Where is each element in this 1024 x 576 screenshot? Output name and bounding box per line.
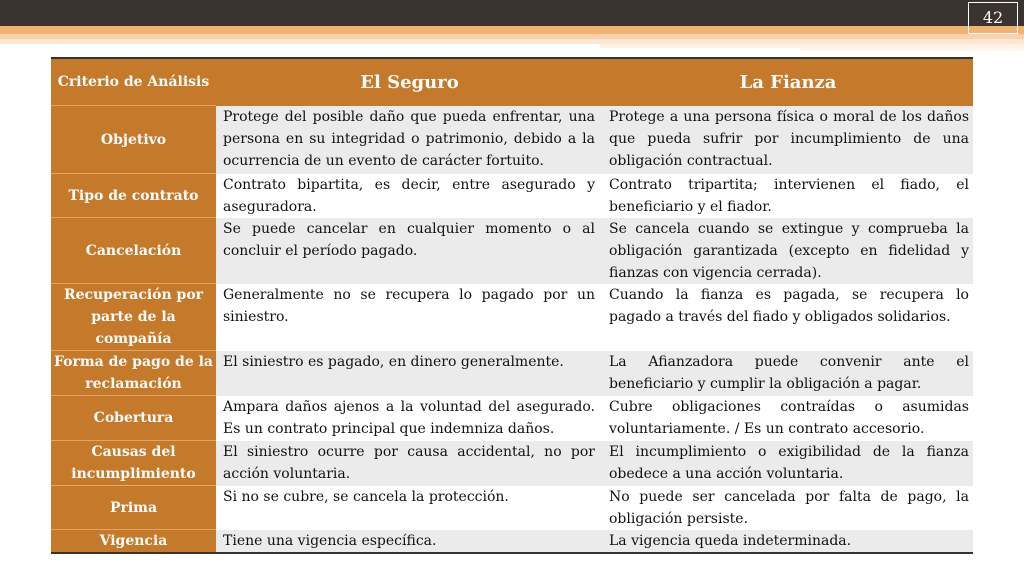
- header-fianza: La Fianza: [603, 58, 973, 106]
- fianza-cell: Cuando la fianza es pagada, se recupera lo pagado a través del fiado y obligados solidarios.: [603, 284, 973, 351]
- seguro-cell: Tiene una vigencia específica.: [216, 530, 603, 554]
- table-row: [51, 530, 973, 554]
- fianza-cell: La vigencia queda indeterminada.: [603, 530, 973, 554]
- seguro-cell: Contrato bipartita, es decir, entre asegurado y aseguradora.: [216, 174, 603, 218]
- row-criterion: Tipo de contrato: [51, 174, 216, 218]
- decorative-stripe: [800, 48, 1024, 51]
- page-number: 42: [968, 2, 1018, 34]
- fianza-cell: La Afianzadora puede convenir ante el beneficiario y cumplir la obligación a pagar.: [603, 351, 973, 396]
- row-criterion: Cancelación: [51, 218, 216, 284]
- seguro-cell: Si no se cubre, se cancela la protección.: [216, 486, 603, 530]
- fianza-cell: Cubre obligaciones contraídas o asumidas voluntariamente. / Es un contrato accesorio.: [603, 396, 973, 441]
- decorative-stripe: [0, 26, 1024, 34]
- seguro-cell: Generalmente no se recupera lo pagado por un siniestro.: [216, 284, 603, 351]
- header-seguro: El Seguro: [216, 58, 603, 106]
- seguro-cell: Ampara daños ajenos a la voluntad del asegurado. Es un contrato principal que indemniza daños.: [216, 396, 603, 441]
- table-row: [51, 284, 973, 351]
- table-row: [51, 486, 973, 530]
- row-criterion: Cobertura: [51, 396, 216, 441]
- row-criterion: Causas del incumplimiento: [51, 441, 216, 486]
- comparison-table: [51, 57, 973, 554]
- fianza-cell: No puede ser cancelada por falta de pago, la obligación persiste.: [603, 486, 973, 530]
- row-criterion: Forma de pago de la reclamación: [51, 351, 216, 396]
- fianza-cell: El incumplimiento o exigibilidad de la fianza obedece a una acción voluntaria.: [603, 441, 973, 486]
- table-row: [51, 218, 973, 284]
- top-banner: [0, 0, 1024, 26]
- seguro-cell: Se puede cancelar en cualquier momento o al concluir el período pagado.: [216, 218, 603, 284]
- row-criterion: Recuperación por parte de la compañía: [51, 284, 216, 351]
- seguro-cell: El siniestro es pagado, en dinero generalmente.: [216, 351, 603, 396]
- table-row: [51, 106, 973, 174]
- seguro-cell: Protege del posible daño que pueda enfrentar, una persona en su integridad o patrimonio, debido a la ocurrencia de un evento de carácter fortuito.: [216, 106, 603, 174]
- table-row: [51, 351, 973, 396]
- header-criterio: Criterio de Análisis: [51, 58, 216, 106]
- seguro-cell: El siniestro ocurre por causa accidental, no por acción voluntaria.: [216, 441, 603, 486]
- table-row: [51, 396, 973, 441]
- table-row: [51, 441, 973, 486]
- table-row: [51, 174, 973, 218]
- fianza-cell: Protege a una persona física o moral de los daños que pueda sufrir por incumplimiento de una obligación contractual.: [603, 106, 973, 174]
- table-header-row: [51, 58, 973, 106]
- row-criterion: Vigencia: [51, 530, 216, 554]
- fianza-cell: Contrato tripartita; intervienen el fiado, el beneficiario y el fiador.: [603, 174, 973, 218]
- row-criterion: Prima: [51, 486, 216, 530]
- row-criterion: Objetivo: [51, 106, 216, 174]
- fianza-cell: Se cancela cuando se extingue y comprueba la obligación garantizada (excepto en fidelidad y fianzas con vigencia cerrada).: [603, 218, 973, 284]
